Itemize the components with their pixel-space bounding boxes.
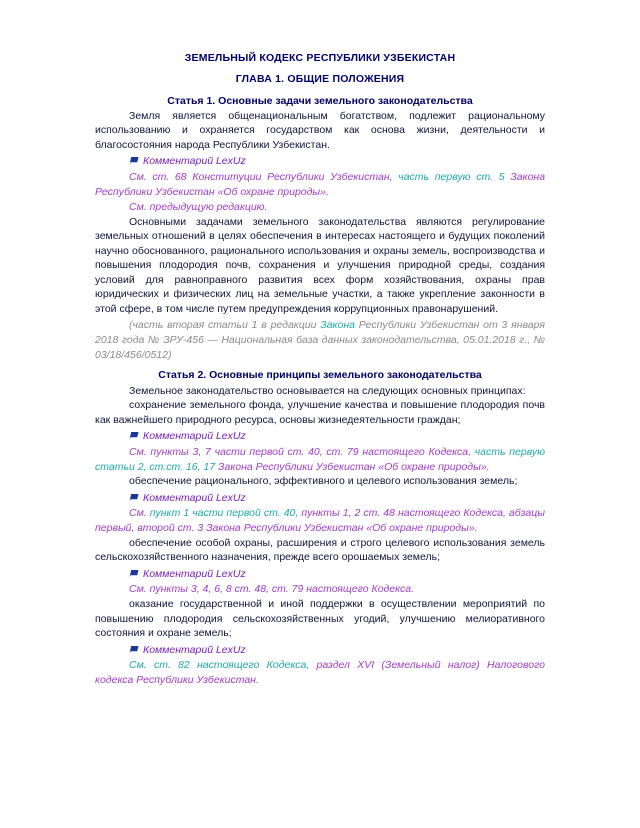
article-1-paragraph-1: Земля является общенациональным богатством, подлежит рациональному использованию и охраняется государством как основа жизни, деятельности и благосостояния народа Республики Узбекистан. — [95, 109, 545, 151]
lexuz-label: Комментарий LexUz — [143, 155, 246, 168]
article-2-reference-4[interactable] — [95, 658, 545, 687]
article-2-reference-2[interactable] — [95, 506, 545, 535]
article-1-paragraph-2: Основными задачами земельного законодательства являются регулирование земельных отношений в целях обеспечения в интересах настоящего и будущих поколений научно обоснованного, рационального использования и охраны земель, воспроизводства и повышения плодородия почв, сохранения и улучшения природной среды, создания условий для равноправного развития всех форм хозяйствования, охраны прав юридических и физических лиц на земельные участки, а также укрепление законности в этой сфере, в том числе путем предупреждения коррупционных правонарушений. — [95, 216, 545, 315]
ref-segment-purple[interactable]: См. пункты 3, 7 части первой ст. 40, ст. 79 настоящего Кодекса, — [129, 445, 471, 458]
article-1-amendment-note — [95, 318, 545, 362]
article-2-heading: Статья 2. Основные принципы земельного законодательства — [158, 369, 482, 382]
article-1-reference-2[interactable]: См. предыдущую редакцию. — [129, 201, 268, 214]
ref-segment-purple-2[interactable]: Закона Республики Узбекистан «Об охране природы». — [218, 460, 490, 473]
lexuz-label: Комментарий LexUz — [143, 491, 246, 504]
ref-segment-teal[interactable]: См. ст. 82 настоящего Кодекса, — [129, 659, 310, 672]
chapter-title: ГЛАВА 1. ОБЩИЕ ПОЛОЖЕНИЯ — [235, 73, 405, 86]
article-1-reference-1[interactable] — [95, 170, 545, 199]
flag-icon — [129, 644, 139, 653]
article-2-intro-paragraph: Земельное законодательство основывается на следующих основных принципах: — [129, 384, 526, 397]
flag-icon — [129, 492, 139, 501]
ref-segment-teal[interactable]: часть первую статьи 2, ст.ст. 16, 17 — [95, 445, 545, 473]
flag-icon — [129, 568, 139, 577]
article-1-heading: Статья 1. Основные задачи земельного законодательства — [167, 94, 473, 107]
article-2-principle-1: сохранение земельного фонда, улучшение качества и повышение плодородия почв как важнейшего природного ресурса, основы жизнедеятельности граждан; — [95, 399, 545, 426]
amend-segment-gray: (часть вторая статьи 1 в редакции — [129, 319, 317, 332]
lexuz-comment-1[interactable] — [95, 154, 545, 169]
article-2-reference-3[interactable]: См. пункты 3, 4, 6, 8 ст. 48, ст. 79 настоящего Кодекса. — [129, 583, 415, 596]
article-2-reference-1[interactable] — [95, 445, 545, 474]
ref-segment-teal[interactable]: часть первую ст. 5 — [398, 170, 505, 183]
amend-segment-teal[interactable]: Закона — [320, 319, 355, 332]
article-2-principle-4: оказание государственной и иной поддержки в осуществлении мероприятий по повышению плодородия сельскохозяйственных угодий, улучшению мелиоративного состояния и охране земель; — [95, 598, 545, 640]
ref-segment-purple-2[interactable]: пункты 1, 2 ст. 48 настоящего Кодекса, абзацы первый, второй ст. 3 Закона Республики Узбекистан «Об охране природы». — [95, 507, 546, 535]
lexuz-label: Комментарий LexUz — [143, 430, 246, 443]
ref-segment-purple[interactable]: раздел XVI (Земельный налог) Налогового кодекса Республики Узбекистан. — [95, 659, 545, 686]
lexuz-comment-3[interactable] — [95, 491, 545, 506]
lexuz-comment-5[interactable] — [95, 643, 545, 658]
article-2-principle-3: обеспечение особой охраны, расширения и строго целевого использования земель сельскохозяйственного назначения, прежде всего орошаемых земель; — [95, 536, 545, 564]
flag-icon — [129, 430, 139, 439]
flag-icon — [129, 155, 139, 164]
amend-segment-gray-2: Республики Узбекистан от 3 января 2018 года № ЗРУ-456 — Национальная база данных законодательства, 05.01.2018 г., № 03/18/456/0512) — [95, 319, 545, 361]
lexuz-label: Комментарий LexUz — [143, 643, 246, 656]
ref-segment-teal[interactable]: пункт 1 части первой ст. 40, — [149, 507, 299, 520]
lexuz-label: Комментарий LexUz — [143, 567, 246, 580]
ref-segment-purple[interactable]: См. — [129, 507, 147, 520]
article-2-principle-2: обеспечение рационального, эффективного и целевого использования земель; — [129, 475, 518, 488]
lexuz-comment-2[interactable] — [95, 429, 545, 444]
page-title: ЗЕМЕЛЬНЫЙ КОДЕКС РЕСПУБЛИКИ УЗБЕКИСТАН — [184, 52, 456, 64]
ref-segment-purple-2[interactable]: Закона Республики Узбекистан «Об охране природы». — [95, 170, 546, 198]
ref-segment-purple[interactable]: См. ст. 68 Конституции Республики Узбекистан, — [129, 170, 393, 183]
lexuz-comment-4[interactable] — [95, 567, 545, 582]
